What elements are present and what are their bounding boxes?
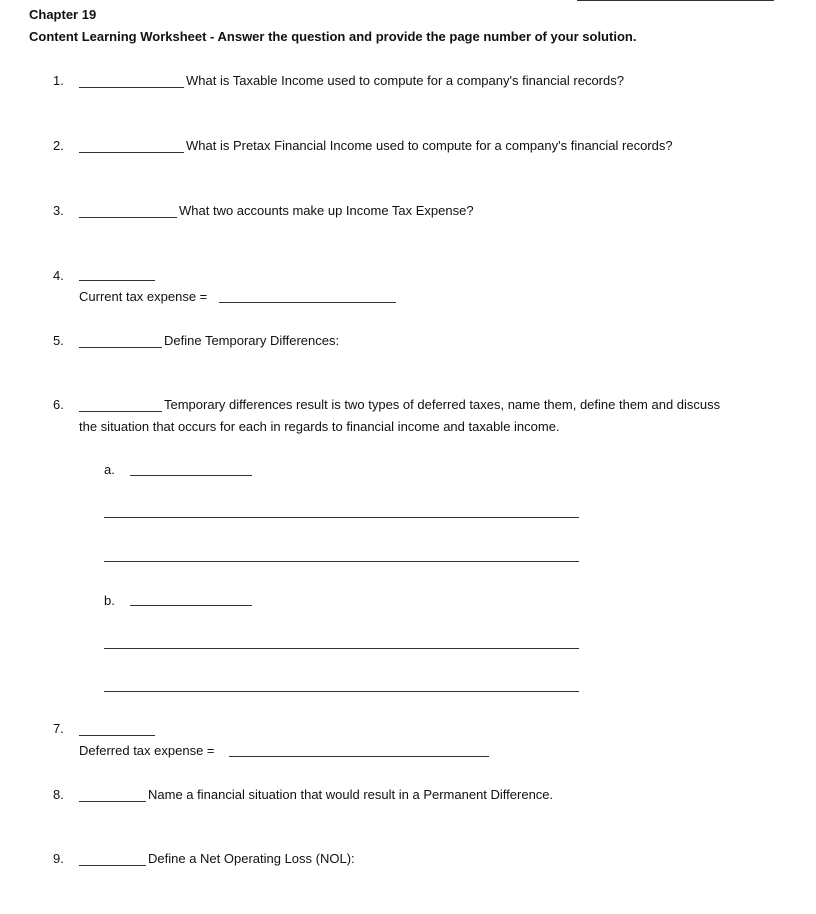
question-text: Define a Net Operating Loss (NOL): [148, 851, 355, 866]
deferred-tax-expense-label: Deferred tax expense = [79, 743, 215, 758]
writing-line[interactable] [104, 648, 579, 649]
subpart-name-blank[interactable] [130, 475, 252, 476]
subpart-letter: b. [104, 593, 115, 608]
question-number: 9. [53, 851, 64, 866]
worksheet-instructions: Content Learning Worksheet - Answer the question and provide the page number of your solution. [29, 29, 637, 44]
question-text: Define Temporary Differences: [164, 333, 340, 348]
question-number: 5. [53, 333, 64, 348]
question-text: Temporary differences result is two types of deferred taxes, name them, define them and discuss [164, 397, 721, 412]
question-number: 2. [53, 138, 64, 153]
question-number: 1. [53, 73, 64, 88]
question-number: 6. [53, 397, 64, 412]
question-text-continuation: the situation that occurs for each in regards to financial income and taxable income. [79, 419, 560, 434]
answer-blank[interactable] [79, 411, 162, 412]
question-text: What is Pretax Financial Income used to compute for a company's financial records? [186, 138, 673, 153]
question-number: 8. [53, 787, 64, 802]
question-number: 4. [53, 268, 64, 283]
answer-blank[interactable] [79, 152, 184, 153]
question-number: 3. [53, 203, 64, 218]
subpart-letter: a. [104, 462, 115, 477]
answer-blank[interactable] [79, 280, 155, 281]
answer-blank[interactable] [79, 87, 184, 88]
subpart-name-blank[interactable] [130, 605, 252, 606]
question-text: What is Taxable Income used to compute for a company's financial records? [186, 73, 624, 88]
answer-blank[interactable] [79, 347, 162, 348]
chapter-title: Chapter 19 [29, 7, 97, 22]
top-answer-line [577, 0, 774, 1]
writing-line[interactable] [104, 517, 579, 518]
answer-blank[interactable] [79, 217, 177, 218]
question-text: Name a financial situation that would result in a Permanent Difference. [148, 787, 554, 802]
current-tax-expense-blank[interactable] [219, 302, 396, 303]
answer-blank[interactable] [79, 735, 155, 736]
writing-line[interactable] [104, 561, 579, 562]
answer-blank[interactable] [79, 865, 146, 866]
deferred-tax-expense-blank[interactable] [229, 756, 489, 757]
current-tax-expense-label: Current tax expense = [79, 289, 208, 304]
writing-line[interactable] [104, 691, 579, 692]
answer-blank[interactable] [79, 801, 146, 802]
question-number: 7. [53, 721, 64, 736]
question-text: What two accounts make up Income Tax Expense? [179, 203, 474, 218]
